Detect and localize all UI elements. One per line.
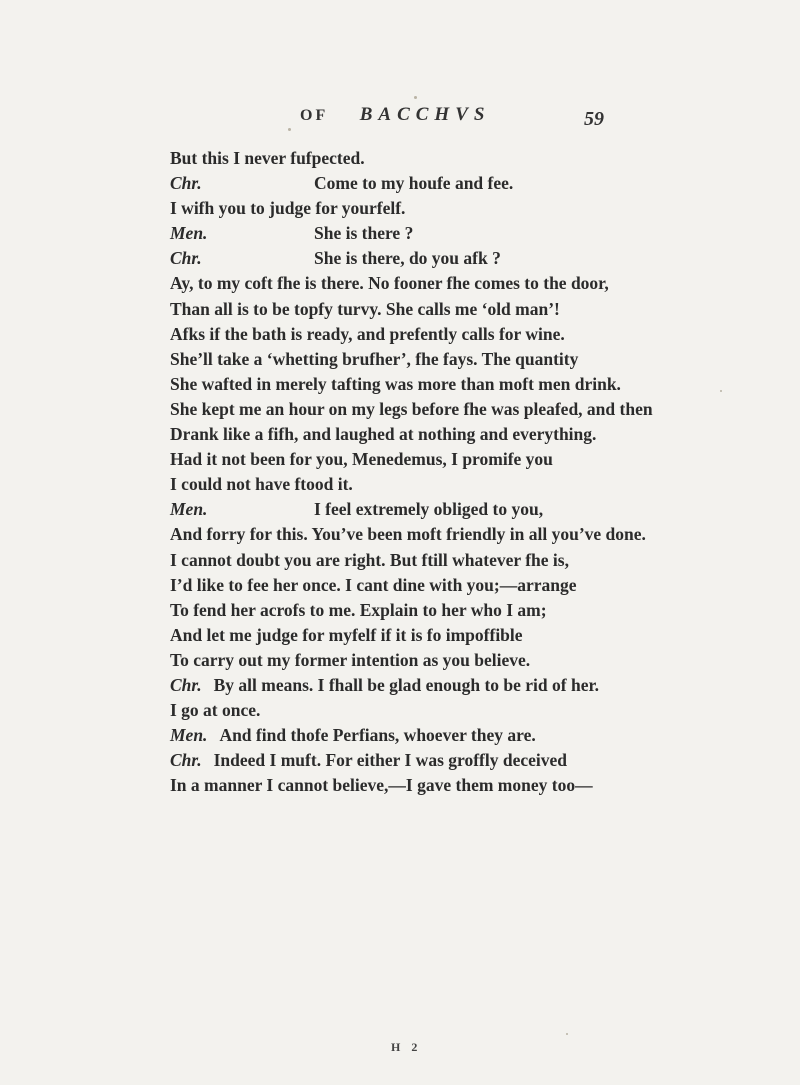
- text-line: [170, 497, 650, 522]
- text-line: [170, 723, 650, 748]
- text-line: [170, 773, 650, 798]
- running-title-prefix: OF: [300, 107, 329, 124]
- line-text: She kept me an hour on my legs before fhe was pleafed, and then: [170, 398, 653, 419]
- text-line: [170, 146, 650, 171]
- line-text: I go at once.: [170, 700, 261, 721]
- text-line: [170, 472, 650, 497]
- verse-text: [170, 146, 653, 798]
- text-line: [170, 673, 650, 698]
- line-text: I feel extremely obliged to you,: [314, 499, 544, 520]
- text-line: [170, 623, 650, 648]
- line-text: She wafted in merely tafting was more than moft men drink.: [170, 373, 621, 394]
- line-text: Than all is to be topfy turvy. She calls me ‘old man’!: [170, 298, 560, 319]
- text-line: [170, 548, 650, 573]
- line-text: By all means. I fhall be glad enough to be rid of her.: [213, 674, 599, 695]
- text-line: [170, 171, 650, 196]
- line-text: And let me judge for myfelf if it is fo impoffible: [170, 624, 523, 645]
- line-text: Drank like a fifh, and laughed at nothing and everything.: [170, 424, 597, 445]
- running-title-main: BACCHVS: [359, 104, 491, 125]
- text-line: [170, 447, 650, 472]
- line-text: I’d like to fee her once. I cant dine with you;—arrange: [170, 574, 577, 595]
- text-line: [170, 648, 650, 673]
- speaker-label: Men.: [170, 499, 208, 520]
- line-text: She’ll take a ‘whetting brufher’, fhe fays. The quantity: [170, 348, 579, 369]
- text-line: [170, 698, 650, 723]
- text-line: [170, 598, 650, 623]
- line-text: I could not have ftood it.: [170, 474, 353, 495]
- speaker-label: Men.: [170, 725, 208, 746]
- page-number: 59: [584, 108, 604, 130]
- line-text: And forry for this. You’ve been moft friendly in all you’ve done.: [170, 524, 646, 545]
- paper-speck: [288, 128, 291, 131]
- line-text: To carry out my former intention as you believe.: [170, 649, 531, 670]
- text-line: [170, 322, 650, 347]
- text-line: [170, 196, 650, 221]
- text-line: [170, 246, 650, 271]
- speaker-label: Chr.: [170, 674, 202, 695]
- line-text: She is there, do you afk ?: [314, 248, 501, 269]
- line-text: Come to my houfe and fee.: [314, 173, 514, 194]
- running-title: [300, 104, 490, 126]
- line-text: Indeed I muft. For either I was groffly deceived: [213, 750, 567, 771]
- line-text: She is there ?: [314, 223, 414, 244]
- line-text: And find thofe Perfians, whoever they are.: [219, 725, 536, 746]
- line-text: I cannot doubt you are right. But ftill whatever fhe is,: [170, 549, 569, 570]
- line-text: Had it not been for you, Menedemus, I promife you: [170, 449, 553, 470]
- text-line: [170, 347, 650, 372]
- line-text: Ay, to my coft fhe is there. No fooner fhe comes to the door,: [170, 273, 609, 294]
- line-text: To fend her acrofs to me. Explain to her who I am;: [170, 599, 547, 620]
- text-line: [170, 573, 650, 598]
- line-text: But this I never fufpected.: [170, 148, 365, 168]
- line-text: I wifh you to judge for yourfelf.: [170, 198, 406, 219]
- speaker-label: Chr.: [170, 750, 202, 771]
- signature-mark: H 2: [391, 1040, 422, 1054]
- line-text: Afks if the bath is ready, and prefently calls for wine.: [170, 323, 565, 344]
- text-line: [170, 372, 650, 397]
- text-line: [170, 522, 650, 547]
- speaker-label: Men.: [170, 223, 208, 244]
- text-line: [170, 271, 650, 296]
- text-line: [170, 221, 650, 246]
- running-head: [0, 104, 800, 134]
- speaker-label: Chr.: [170, 173, 202, 194]
- line-text: In a manner I cannot believe,—I gave them money too—: [170, 775, 593, 796]
- text-line: [170, 422, 650, 447]
- text-line: [170, 397, 653, 422]
- paper-speck: [720, 390, 722, 392]
- text-line: [170, 297, 650, 322]
- text-line: [170, 748, 650, 773]
- paper-speck: [566, 1033, 568, 1035]
- paper-speck: [414, 96, 417, 99]
- speaker-label: Chr.: [170, 248, 202, 269]
